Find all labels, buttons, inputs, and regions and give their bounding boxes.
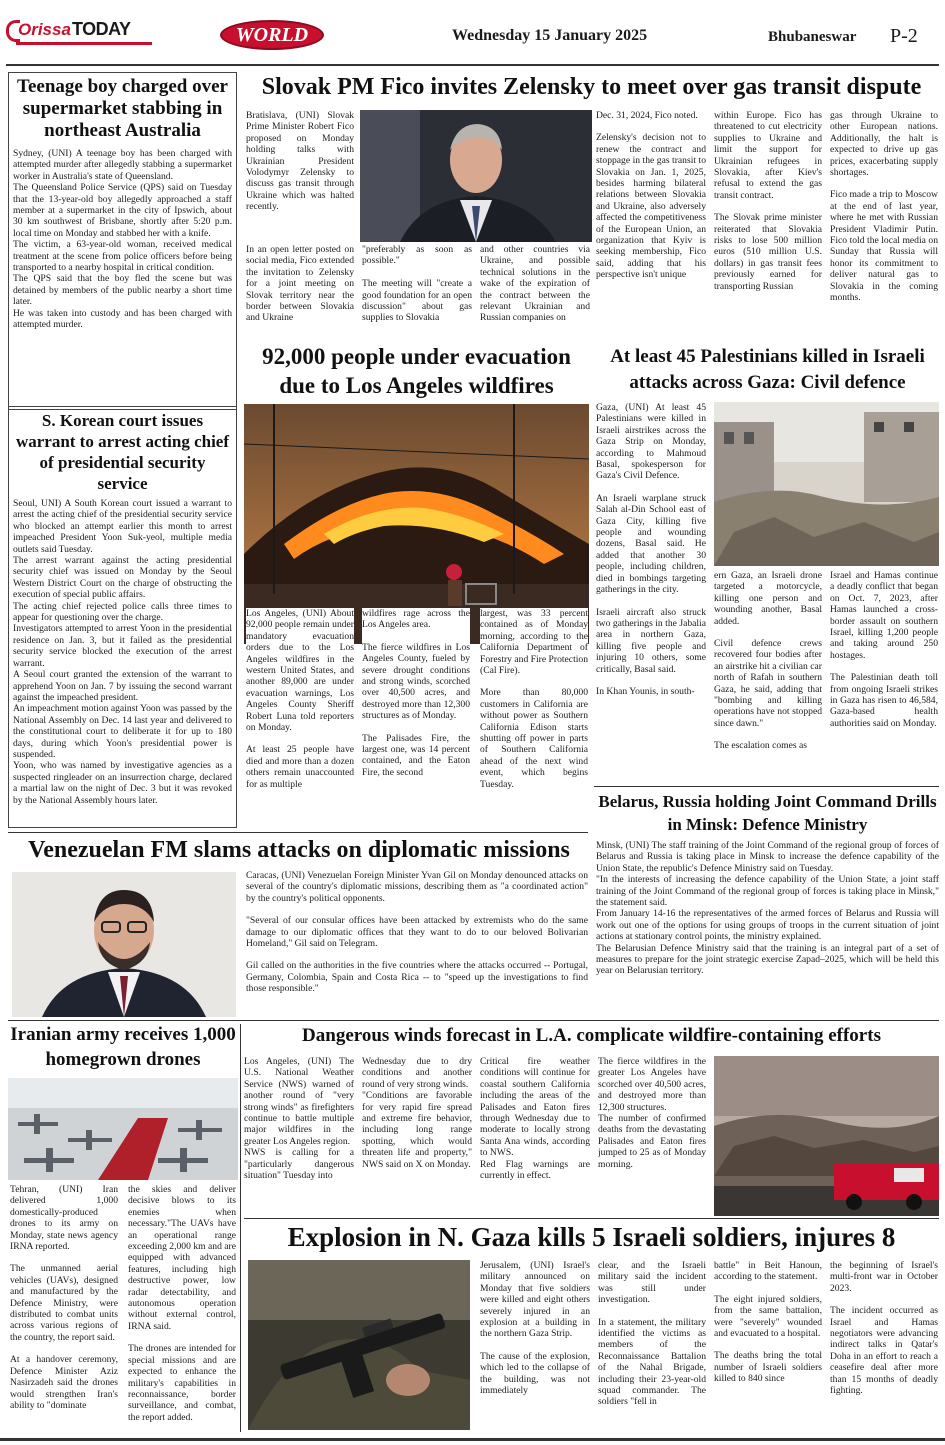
- story-iran-col1: [10, 1184, 118, 1430]
- paragraph: An Israeli warplane struck Salah al-Din School east of Gaza City, killing five people and wounding dozens, Basal said. He added that another 30 people, including children, died in bombings targeting gatherings in the city.: [596, 492, 706, 596]
- paragraph: Seoul, UNI) A South Korean court issued a warrant to arrest the acting chief of the presidential security service who blocked an attempt earlier this month to arrest impeached President Yoon Suk-yeol, multiple media outlets said Tuesday.: [13, 498, 232, 555]
- story-winds-headline: Dangerous winds forecast in L.A. complicate wildfire-containing efforts: [302, 1025, 881, 1046]
- story-gaza45-col3: [830, 570, 938, 782]
- story-winds-col2: Wednesday due to dry conditions and another round of very strong winds. "Conditions are favorable for very rapid fire spread and extreme fire behavior, including long range spotting, which would threaten life and property," NWS said on X on Monday.: [362, 1056, 472, 1170]
- story-iran-col2: [128, 1184, 236, 1430]
- paragraph: the beginning of Israel's multi-front war in October 2023.: [830, 1260, 938, 1294]
- soldier-rifle-image: [248, 1260, 470, 1430]
- page-number: P-2: [890, 25, 918, 47]
- venezuela-fm-photo: [12, 872, 236, 1017]
- paragraph: The deaths bring the total number of Israeli soldiers killed to 840 since: [714, 1350, 822, 1385]
- section-divider: [594, 786, 939, 787]
- story-explosion-col4: [830, 1260, 938, 1430]
- story-teen-box: [8, 72, 237, 410]
- story-explosion-headline: Explosion in N. Gaza kills 5 Israeli soldiers, injures 8: [287, 1222, 896, 1252]
- paragraph: Dec. 31, 2024, Fico noted.: [596, 110, 698, 121]
- story-belarus: [596, 790, 939, 1020]
- paragraph: From January 14-16 the representatives of the armed forces of Belarus and Russia will work out one of the options for using groups of troops in the current situation of joint actions at stationary control points, the ministry explained.: [596, 908, 939, 943]
- story-explosion: [244, 1220, 939, 1432]
- story-la-col3: [480, 608, 588, 830]
- story-gaza45-col1: [596, 402, 706, 782]
- paragraph: Yoon, who was named by investigative agencies as a suspected ringleader on an insurrection charge, declared a martial law on the night of Dec. 3 but it was revoked by the National Assembly hours later.: [13, 760, 232, 806]
- fico-photo: [360, 110, 592, 242]
- paragraph: More than 80,000 customers in California are without power as Southern California Edison starts shutting off power in parts of Southern California ahead of the next wind event, which begins Tuesday.: [480, 687, 588, 790]
- paragraph: The QPS said that the boy fled the scene but was detained by members of the public nearby a short time later.: [13, 273, 232, 308]
- paragraph: Minsk, (UNI) The staff training of the Joint Command of the regional group of forces of Belarus and Russia is taking place in Minsk to increase the defence capability of the Union State, the republic's Defence Ministry said on Tuesday.: [596, 840, 939, 874]
- paragraph: wildfires rage across the Los Angeles area.: [362, 608, 470, 631]
- section-divider: [8, 832, 588, 833]
- la-firetruck-image: [714, 1056, 939, 1216]
- story-belarus-body: [596, 840, 939, 1020]
- paragraph: The escalation comes as: [714, 740, 807, 752]
- paragraph: Caracas, (UNI) Venezuelan Foreign Minister Yvan Gil on Monday denounced attacks on several of the country's diplomatic missions, describing them as "a coordinated action" by the country's political opponents.: [246, 870, 588, 904]
- logo-prefix: Orissa: [18, 20, 71, 39]
- paragraph: The cause of the explosion, which led to the collapse of the building, was not immediately: [480, 1350, 590, 1397]
- paragraph: Israeli aircraft also struck two gatherings in the Jabalia area in northern Gaza, killing five people and injuring 10 others, some critically, Basal said.: [596, 606, 706, 675]
- story-venezuela-headline: Venezuelan FM slams attacks on diplomatic missions: [28, 837, 570, 863]
- paragraph: Tehran, (UNI) Iran delivered 1,000 domestically-produced drones to its army on Monday, state news agency IRNA reported.: [10, 1184, 118, 1253]
- story-belarus-headline: Belarus, Russia holding Joint Command Drills in Minsk: Defence Ministry: [598, 792, 937, 834]
- paragraph: The Palestinian death toll from ongoing Israeli strikes in Gaza has risen to 46,584, Gaza-based health authorities said on Monday.: [830, 672, 938, 729]
- gaza-rubble-photo: [714, 402, 939, 566]
- paragraph: In Khan Younis, in south-: [596, 685, 695, 697]
- paragraph: The incident occurred as Israel and Hamas negotiators were advancing indirect talks in Qatar's Doha in an effort to reach a ceasefire deal after more than 15 months of deadly fighting.: [830, 1305, 938, 1397]
- paragraph: battle" in Beit Hanoun, according to the statement.: [714, 1260, 822, 1283]
- paragraph: At a handover ceremony, Defence Minister Aziz Nasirzadeh said the drones would strengthen Iran's ability to "dominate: [10, 1354, 118, 1411]
- logo-underline: [16, 42, 152, 45]
- paragraph: The unmanned aerial vehicles (UAVs), designed and manufactured by the Defence Ministry, were distributed to combat units across various regions of the country, the report said.: [10, 1263, 118, 1343]
- paragraph: Zelensky's decision not to renew the contract and stoppage in the gas transit to Slovakia on Jan. 1, 2025, besides harming bilateral relations between Slovakia and Ukraine, also adversely affected the competitiveness of the European Union, an organization that Kyiv is seeking membership, Fico said, adding that his perspective isn't unique: [596, 132, 706, 281]
- paragraph: Gaza, (UNI) At least 45 Palestinians were killed in Israeli airstrikes across the Gaza Strip on Monday, according to Mahmoud Basal, spokesperson for Gaza's Civil Defence.: [596, 402, 706, 482]
- paragraph: gas through Ukraine to other European nations. Additionally, the halt is expected to drive up gas prices, exacerbating supply shortages.: [830, 110, 938, 179]
- story-explosion-col2: [598, 1260, 706, 1430]
- paragraph: "In the interests of increasing the defence capability of the Union State, a joint staff training of the Joint Command of the regional group of forces is taking place in Minsk," the statement said.: [596, 874, 939, 909]
- story-venezuela: [8, 834, 590, 1020]
- paragraph: The acting chief rejected police calls three times to appear for questioning over the charge.: [13, 600, 232, 624]
- story-fico-col3-bottom: and other countries via Ukraine, and possible technical solutions in the wake of the expiration of the contract between the relevant Ukrainian and Russian companies on: [480, 244, 590, 324]
- story-la: [244, 342, 589, 832]
- story-gaza45-col2: [714, 570, 822, 782]
- story-teen-headline: Teenage boy charged over supermarket stabbing in northeast Australia: [17, 76, 228, 141]
- paragraph: The drones are intended for special missions and are expected to enhance the military's capabilities in reconnaissance, border surveillance, and combat, the report added.: [128, 1343, 236, 1423]
- column-divider: [240, 1024, 241, 1432]
- paragraph: He was taken into custody and has been charged with attempted murder.: [13, 307, 232, 331]
- paragraph: At least 25 people have died and more than a dozen others remain unaccounted for as multiple: [246, 744, 354, 790]
- story-venezuela-body: [246, 870, 588, 1016]
- logo: [6, 18, 151, 48]
- story-winds: [244, 1022, 939, 1216]
- city: Bhubaneswar: [768, 29, 857, 45]
- story-winds-col3: Critical fire weather conditions will continue for coastal southern California including the areas of the Palisades and Eaton fires through Wednesday due to moderate to locally strong Santa Ana winds, according to NWS. Red Flag warnings are currently in effect.: [480, 1056, 590, 1182]
- gaza-rubble-image: [714, 402, 939, 566]
- paragraph: clear, and the Israeli military said the incident was still under investigation.: [598, 1260, 706, 1306]
- story-explosion-col3: [714, 1260, 822, 1430]
- fico-photo-image: [360, 110, 592, 242]
- story-fico-col4: [596, 110, 706, 338]
- paragraph: The Belarusian Defence Ministry said that the training is an integral part of a set of measures to prepare for the joint strategic exercise Zapad–2025, which will be held this year on Belarusian territory.: [596, 942, 939, 977]
- story-gaza45: [596, 344, 939, 784]
- paragraph: Los Angeles, (UNI) About 92,000 people remain under mandatory evacuation orders due to the Los Angeles wildfires in the western United States, and another 89,000 are under evacuation warnings, Los Angeles County Sheriff Robert Luna told reporters on Monday.: [246, 608, 354, 734]
- paragraph: The fierce wildfires in Los Angeles County, fueled by severe drought conditions and strong winds, scorched over 40,500 acres, and destroyed more than 12,300 structures as of Monday.: [362, 641, 470, 722]
- paragraph: the skies and deliver decisive blows to its enemies when necessary."The UAVs have an operational range exceeding 2,000 km and are equipped with advanced features, including high destructive power, low radar detectability, and autonomous operation without external control, IRNA said.: [128, 1184, 236, 1332]
- paragraph: "Several of our consular offices have been attacked by extremists who do the same damage to our diplomatic offices that they want to do to our beloved Bolivarian Homeland," Gil said on Telegram.: [246, 915, 588, 950]
- section-divider: [244, 1218, 939, 1219]
- iran-drones-photo: [8, 1078, 238, 1180]
- paragraph: within Europe. Fico has threatened to cut electricity supplies to Ukraine and limit the support for Ukrainian refugees in Slovakia, after Kiev's refusal to extend the gas transit contract.: [714, 110, 822, 201]
- story-iran-headline: Iranian army receives 1,000 homegrown drones: [10, 1024, 236, 1070]
- paragraph: Sydney, (UNI) A teenage boy has been charged with attempted murder after allegedly stabbing a supermarket worker in Australia's state of Queensland.: [13, 148, 232, 182]
- story-winds-col4: The fierce wildfires in the greater Los Angeles have scorched over 40,500 acres, and destroyed more than 12,300 structures. The number of confirmed deaths from the devastating Palisades and Eaton fires jumped to 25 as of Monday morning.: [598, 1056, 706, 1170]
- paragraph: Fico made a trip to Moscow at the end of last year, where he met with Russian President Vladimir Putin. Fico told the local media on Sunday that Russia will honor its commitment to deliver natural gas to Slovakia in the coming months.: [830, 189, 938, 304]
- story-gaza45-headline: At least 45 Palestinians killed in Israeli attacks across Gaza: Civil defence: [610, 346, 925, 393]
- story-fico-col1-bottom: In an open letter posted on social media, Fico extended the invitation to Zelensky for a joint meeting on Slovak territory near the border between Slovakia and Ukraine: [246, 244, 354, 324]
- paragraph: The victim, a 63-year-old woman, received medical treatment at the scene from police officers before being transported to a nearby hospital in critical condition.: [13, 239, 232, 274]
- paragraph: Investigators attempted to arrest Yoon in the presidential residence on Jan. 3, but it failed as the presidential security service blocked the execution of the arrest warrant.: [13, 623, 232, 669]
- paragraph: ern Gaza, an Israeli drone targeted a motorcycle, killing one person and wounding another, Basal added.: [714, 570, 822, 627]
- story-la-col1: [246, 608, 354, 830]
- story-fico-col1-top: Bratislava, (UNI) Slovak Prime Minister Robert Fico proposed on Monday holding talks with Ukrainian President Volodymyr Zelensky to discuss gas transit through Ukraine which was halted recently.: [246, 110, 354, 213]
- paragraph: The Queensland Police Service (QPS) said on Tuesday that the 13-year-old boy allegedly approached a staff member at a supermarket in the city of Ipswich, about 30 km southwest of Brisbane, shortly after 5:20 p.m. local time on Monday and stabbed her with a knife.: [13, 182, 232, 239]
- story-iran: [8, 1022, 238, 1432]
- paragraph: largest, was 33 percent contained as of Monday morning, according to the California Department of Forestry and Fire Protection (Cal Fire).: [480, 608, 588, 677]
- paragraph: Gil called on the authorities in the five countries where the attacks occurred -- Portugal, Germany, Colombia, Spain and Costa Rica -- to "speed up the investigations to find those responsible.": [246, 960, 588, 995]
- footer-rule: [0, 1438, 945, 1441]
- story-fico-headline: Slovak PM Fico invites Zelensky to meet over gas transit dispute: [261, 74, 922, 100]
- story-la-headline: 92,000 people under evacuation due to Los Angeles wildfires: [262, 344, 571, 398]
- soldier-rifle-photo: [248, 1260, 470, 1430]
- paragraph: Civil defence crews recovered four bodies after an airstrike hit a civilian car north of Rafah in southern Gaza, he said, adding that "bombing and killing operations have not stopped since dawn.": [714, 638, 822, 729]
- story-fico-col6: [830, 110, 938, 338]
- story-teen-body: [13, 148, 232, 331]
- la-firetruck-photo: [714, 1056, 939, 1216]
- story-winds-col1: Los Angeles, (UNI) The U.S. National Weather Service (NWS) warned of another round of "very strong winds" as firefighters continue to battle multiple major wildfires in the greater Los Angeles region. NWS is calling for a "particularly dangerous situation" Tuesday into: [244, 1056, 354, 1182]
- section-divider: [8, 1020, 939, 1021]
- story-fico-col2-bottom: "preferably as soon as possible." The meeting will "create a good foundation for an open discussion" about gas supplies to Slovakia: [362, 244, 472, 324]
- paragraph: The arrest warrant against the acting presidential security chief was issued on Monday by the Seoul Western District Court on the charge of obstructing the execution of special public affairs.: [13, 555, 232, 601]
- story-fico: [244, 72, 939, 340]
- section-badge: [220, 20, 324, 50]
- paragraph: In a statement, the military identified the victims as members of the Reconnaissance Battalion of the Nahal Brigade, including their 23-year-old squad commander. The soldiers "fell in: [598, 1316, 706, 1408]
- iran-drones-image: [8, 1078, 238, 1180]
- story-fico-col5: [714, 110, 822, 338]
- paragraph: The Palisades Fire, the largest one, was 14 percent contained, and the Eaton Fire, the second: [362, 732, 470, 778]
- paragraph: The eight injured soldiers, from the same battalion, were "severely" wounded and evacuated to a hospital.: [714, 1293, 822, 1340]
- venezuela-fm-image: [12, 872, 236, 1017]
- logo-main: TODAY: [72, 19, 131, 39]
- paragraph: The Slovak prime minister reiterated that Slovakia risks to lose 500 million euros (510 million U.S. dollars) in gas transit fees previously earned for transporting Russian: [714, 212, 822, 292]
- story-explosion-col1: [480, 1260, 590, 1430]
- story-korea-body: [13, 498, 232, 806]
- story-korea-box: [8, 406, 237, 828]
- paragraph: Israel and Hamas continue a deadly conflict that began on Oct. 7, 2023, after Hamas launched a cross-border assault on southern Israel, killing 1,200 people and taking around 250 hostages.: [830, 570, 938, 661]
- masthead: [0, 0, 945, 68]
- paragraph: Jerusalem, (UNI) Israel's military announced on Monday that five soldiers were killed and eight others severely injured in an explosion at a building in the northern Gaza Strip.: [480, 1260, 590, 1340]
- issue-date: Wednesday 15 January 2025: [452, 27, 648, 44]
- story-la-col2: [362, 608, 470, 830]
- story-korea-headline: S. Korean court issues warrant to arrest acting chief of presidential security service: [15, 411, 230, 493]
- paragraph: An impeachment motion against Yoon was passed by the National Assembly on Dec. 14 last year and delivered to the constitutional court to deliberate it for up to 180 days, during which Yoon's presidential power is suspended.: [13, 703, 232, 760]
- section-label: WORLD: [235, 23, 309, 46]
- paragraph: A Seoul court granted the extension of the warrant to apprehend Yoon on Jan. 7 by issuing the second warrant against the impeached president.: [13, 669, 232, 703]
- masthead-rule: [6, 64, 939, 66]
